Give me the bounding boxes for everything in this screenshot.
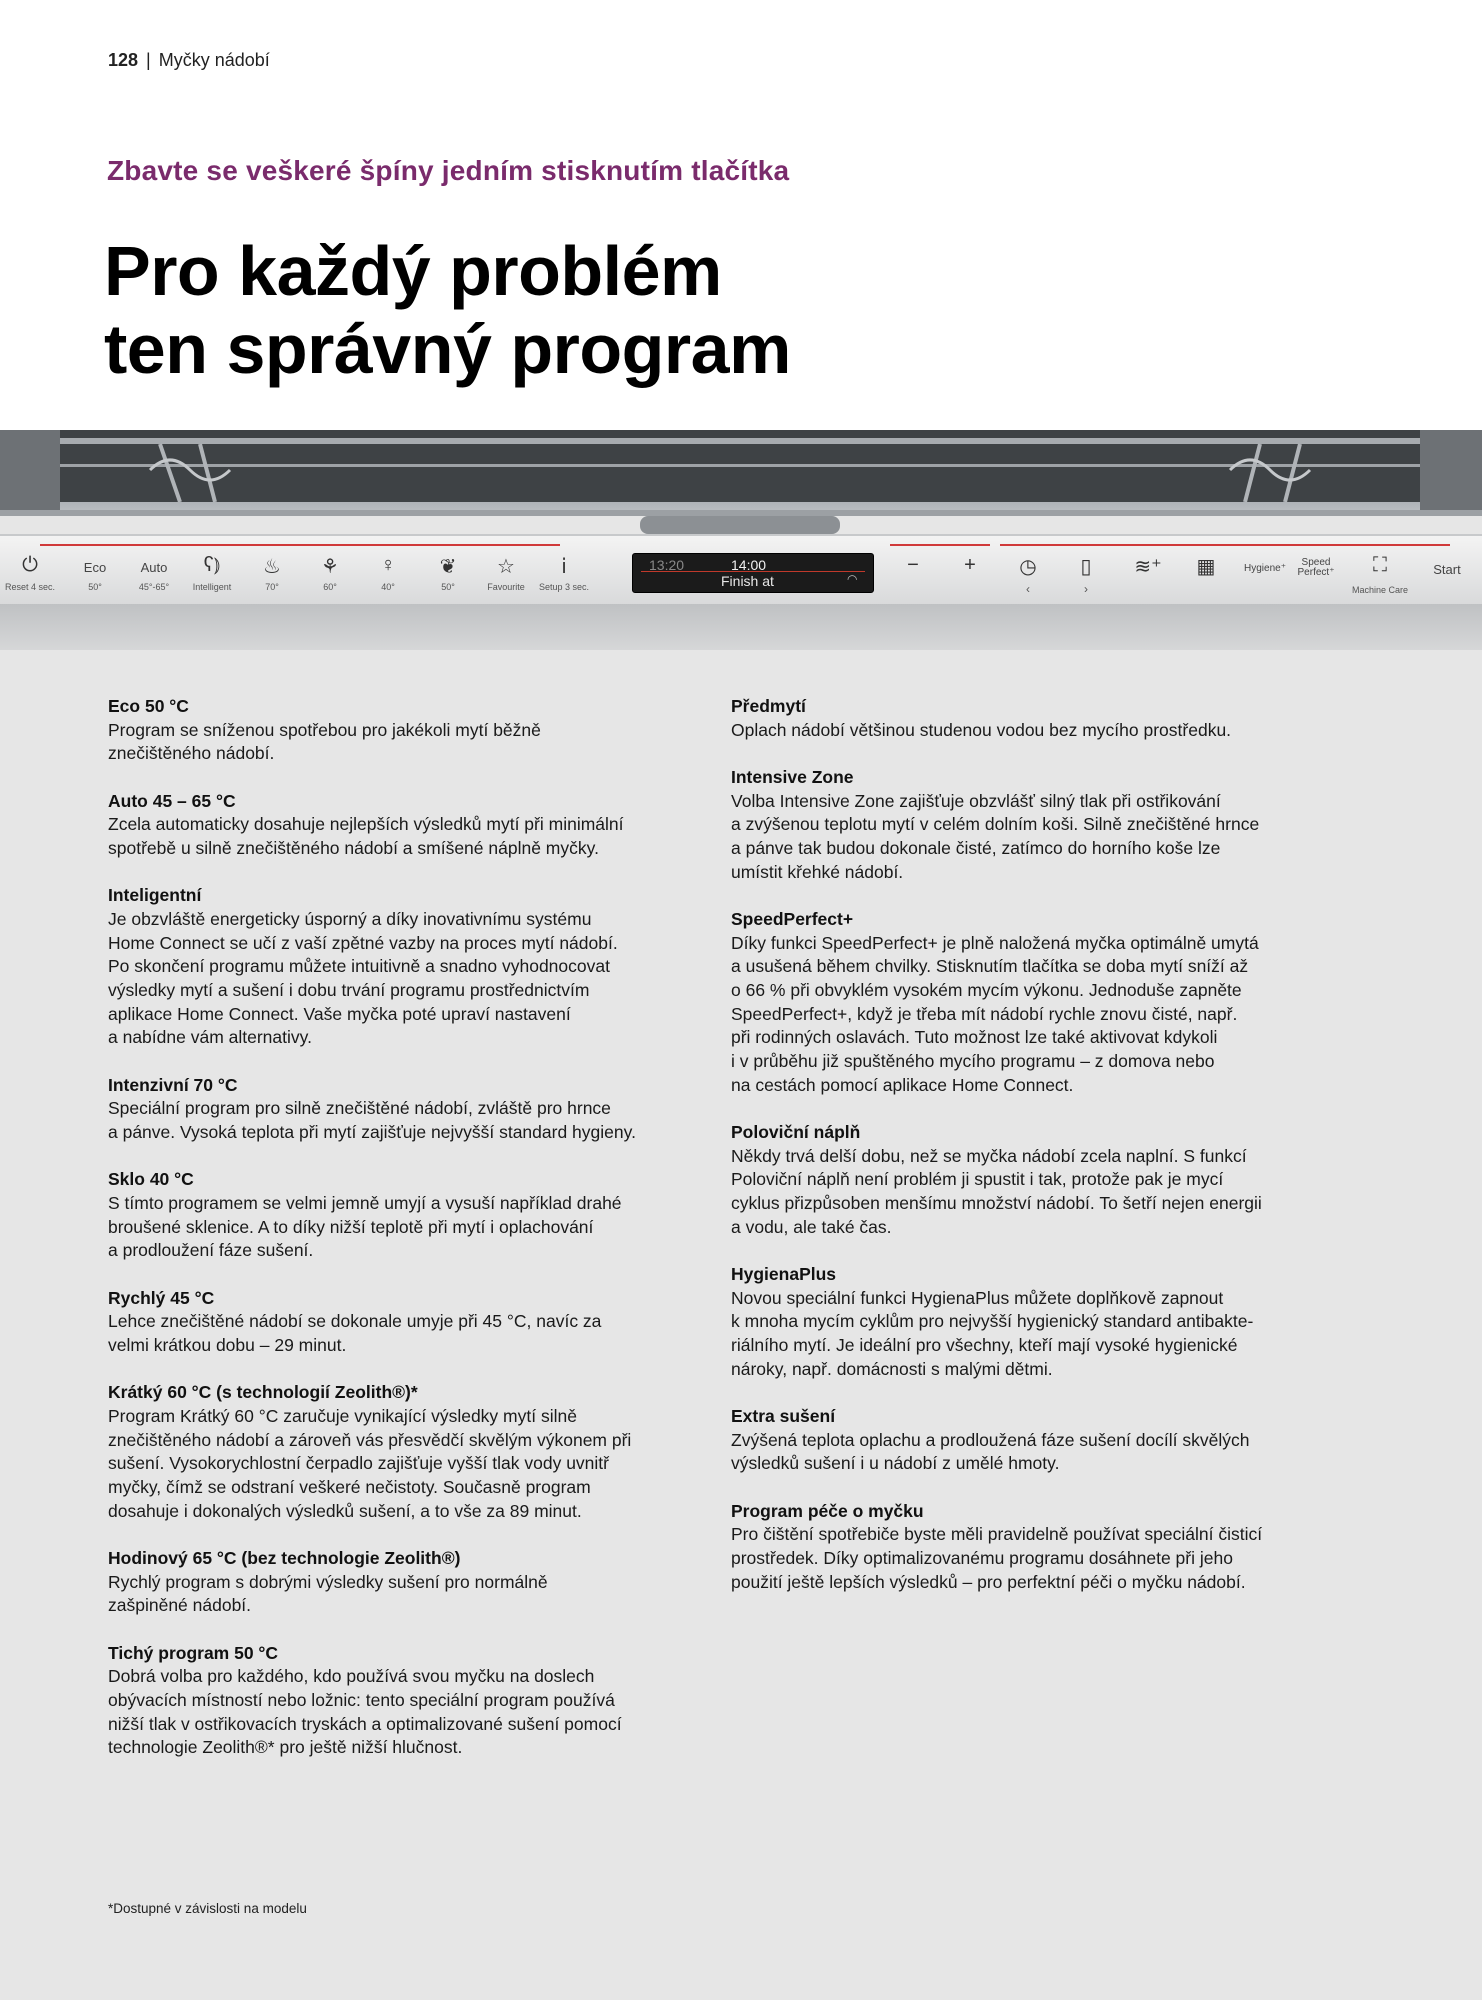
programs-left-column (108, 695, 708, 1784)
section-name: Myčky nádobí (158, 50, 270, 70)
program-title: Hodinový 65 °C (bez technologie Zeolith®) (108, 1547, 461, 1568)
glass-temp: 40° (381, 582, 395, 592)
program-title: Sklo 40 °C (108, 1169, 194, 1190)
option-title: Poloviční náplň (731, 1122, 861, 1143)
program-entry (108, 1168, 708, 1263)
hygiene-button-label[interactable]: Hygiene⁺ (1244, 563, 1286, 574)
title-line-1: Pro každý problém (104, 232, 722, 310)
remote-start-icon[interactable]: ▯ (1080, 556, 1092, 578)
display-time-left: 13:20 (649, 557, 685, 573)
page-title (104, 232, 791, 388)
glass-icon[interactable]: ♀ (380, 554, 396, 576)
program-entry (108, 1381, 708, 1523)
program-entry (108, 1642, 708, 1761)
program-description: Rychlý program s dobrými výsledky sušení pro normálně zašpiněné nádobí. (108, 1571, 548, 1616)
star-icon[interactable]: ☆ (497, 556, 515, 578)
option-description: Díky funkci SpeedPerfect+ je plně naložená myčka optimálně umytá a usušená během chvilky. Stisknutím tlačítka se doba mytí sníží až o 66 % při obvyklém vysokém mycím výkonu. Jednoduše zapněte SpeedPerfect+, když je třeba mít nádobí rychle znovu čisté, např. při rodinných oslavách. Tuto možnost lze také aktivovat kdykoli i v průběhu již spuštěného mycího programu – z domova nebo na cestách pomocí aplikace Home Connect. (731, 932, 1259, 1095)
program-entry (108, 1074, 708, 1145)
program-description: Zcela automaticky dosahuje nejlepších výsledků mytí při minimální spotřebě u silně znečištěného nádobí a smíšené náplně myčky. (108, 814, 624, 859)
program-description: Program se sníženou spotřebou pro jakékoli mytí běžně znečištěného nádobí. (108, 719, 541, 764)
dishwasher-illustration (0, 430, 1482, 650)
setup-sub-label: Setup 3 sec. (538, 582, 590, 592)
program-entry (108, 790, 708, 861)
option-description: Pro čištění spotřebiče byste měli pravidelně používat speciální čisticí prostředek. Díky optimalizovanému programu dosáhnete při jeho použití ještě lepších výsledků – pro perfektní péči o myčku nádobí. (731, 1524, 1263, 1592)
option-entry (731, 766, 1331, 885)
pot-icon[interactable]: ♨ (263, 556, 281, 578)
title-line-2: ten správný program (104, 310, 791, 388)
minus-icon[interactable]: − (907, 554, 919, 576)
option-title: Program péče o myčku (731, 1500, 924, 1521)
auto-temp: 45°-65° (138, 582, 170, 592)
eco-temp: 50° (88, 582, 102, 592)
program-description: Speciální program pro silně znečištěné nádobí, zvláště pro hrnce a pánve. Vysoká teplota při mytí zajišťuje nejvyšší standard hygieny. (108, 1098, 636, 1143)
program-title: Inteligentní (108, 885, 202, 906)
power-icon[interactable]: ⏻ (22, 554, 38, 576)
quick-temp: 50° (441, 582, 455, 592)
page-header (108, 50, 270, 71)
plus-icon[interactable]: + (964, 554, 976, 576)
page-number: 128 (108, 50, 139, 70)
option-entry (731, 695, 1331, 742)
control-display (632, 553, 874, 593)
program-title: Tichý program 50 °C (108, 1642, 279, 1663)
display-time-right: 14:00 (731, 557, 767, 573)
program-entry (108, 695, 708, 766)
option-description: Novou speciální funkci HygienaPlus můžete doplňkově zapnout k mnoha mycím cyklům pro nejvyšší hygienický standard antibakte- riálního mytí. Je ideální pro všechny, kteří mají vysoké hygienické nároky, např. domácnosti s malými dětmi. (731, 1287, 1254, 1379)
remote-next-arrow: › (1084, 582, 1088, 596)
option-description: Oplach nádobí většinou studenou vodou bez mycího prostředku. (731, 719, 1232, 740)
option-description: Někdy trvá delší dobu, než se myčka nádobí zcela naplní. S funkcí Poloviční náplň není problém ji spustit i tak, protože pak je mycí cyklus přizpůsoben menšímu množství nádobí. To šetří nejen energii a vodu, ale také čas. (731, 1145, 1262, 1237)
option-entry (731, 1263, 1331, 1382)
reset-sub-label: Reset 4 sec. (4, 582, 56, 592)
option-entry (731, 1500, 1331, 1595)
program-description: Lehce znečištěné nádobí se dokonale umyje při 45 °C, navíc za velmi krátkou dobu – 29 minut. (108, 1311, 602, 1355)
option-entry (731, 1121, 1331, 1240)
option-title: Předmytí (731, 696, 806, 716)
program-title: Auto 45 – 65 °C (108, 790, 236, 811)
program-entry (108, 1547, 708, 1618)
info-icon[interactable]: ⅰ (561, 556, 567, 578)
machine-care-sub-label: Machine Care (1351, 585, 1409, 595)
speed-perfect-button-label[interactable]: Speed Perfect⁺ (1297, 557, 1335, 578)
start-button-label[interactable]: Start (1433, 562, 1461, 577)
program-description: S tímto programem se velmi jemně umyjí a vysuší například drahé broušené sklenice. A to díky nižší teplotě při mytí i oplachování a prodloužení fáze sušení. (108, 1192, 622, 1261)
eco-button-label[interactable]: Eco (83, 560, 107, 575)
display-status: Finish at (721, 573, 774, 589)
option-title: Intensive Zone (731, 766, 854, 787)
option-description: Volba Intensive Zone zajišťuje obzvlášť silný tlak při ostřikování a zvýšenou teplotu mytí v celém dolním koši. Silně znečištěné hrnce a pánve tak budou dokonale čisté, zatímco do horního koše lze umístit křehké nádobí. (731, 790, 1260, 882)
half-load-icon[interactable]: ▦ (1196, 556, 1216, 578)
program-title: Eco 50 °C (108, 696, 189, 716)
clock-prev-arrow: ‹ (1026, 582, 1030, 596)
extra-dry-icon[interactable]: ≋⁺ (1134, 556, 1162, 578)
subtitle: Zbavte se veškeré špíny jedním stisknutím tlačítka (107, 155, 790, 186)
program-title: Krátký 60 °C (s technologií Zeolith®)* (108, 1382, 418, 1403)
footnote: *Dostupné v závislosti na modelu (108, 1901, 307, 1916)
option-title: HygienaPlus (731, 1264, 837, 1285)
intelligent-icon[interactable]: ʕ⦆ (203, 554, 221, 576)
option-title: Extra sušení (731, 1406, 836, 1427)
programs-right-column (731, 695, 1331, 1618)
program-description: Dobrá volba pro každého, kdo používá svou myčku na doslech obývacích místností nebo ložnic: tento speciální program používá nižší tlak v ostřikovacích tryskách a optimalizované sušení pomocí technologie Zeolith®* pro ještě nižší hlučnost. (108, 1666, 622, 1758)
wifi-icon: ◠ (847, 572, 858, 586)
option-title: SpeedPerfect+ (731, 908, 854, 929)
dishwasher-photo (0, 430, 1482, 650)
clock-icon[interactable]: ◷ (1019, 556, 1037, 578)
program-entry (108, 1287, 708, 1358)
header-separator: | (146, 50, 151, 70)
program-description: Je obzvláště energeticky úsporný a díky inovativnímu systému Home Connect se učí z vaší zpětné vazby na proces mytí nádobí. Po skončení programu můžete intuitivně a snadno vyhodnocovat výsledky mytí a sušení i dobu trvání programu prostřednictvím aplikace Home Connect. Vaše myčka poté upraví nastavení a nabídne vám alternativy. (108, 908, 618, 1048)
option-entry (731, 908, 1331, 1098)
auto-button-label[interactable]: Auto (140, 560, 168, 575)
quick-icon[interactable]: ❦ (439, 556, 457, 578)
option-description: Zvýšená teplota oplachu a prodloužená fáze sušení docílí skvělých výsledků sušení i u nádobí z umělé hmoty. (731, 1429, 1250, 1474)
program-title: Intenzivní 70 °C (108, 1074, 238, 1095)
program-entry (108, 884, 708, 1050)
short-temp: 60° (323, 582, 337, 592)
machine-care-icon[interactable]: ⛶ (1373, 554, 1387, 576)
program-description: Program Krátký 60 °C zaručuje vynikající výsledky mytí silně znečištěného nádobí a zároveň vás přesvědčí skvělým výkonem při sušení. Vysokorychlostní čerpadlo zajišťuje vyšší tlak vody uvnitř myčky, čímž se odstraní veškeré nečistoty. Současně program dosahuje i dokonalých výsledků sušení, a to vše za 89 minut. (108, 1405, 632, 1521)
program-title: Rychlý 45 °C (108, 1287, 215, 1308)
favourite-sub-label: Favourite (487, 582, 525, 592)
intensive-temp: 70° (265, 582, 279, 592)
cups-icon[interactable]: ⚘ (321, 556, 339, 578)
intelligent-sub-label: Intelligent (192, 582, 232, 592)
option-entry (731, 1405, 1331, 1476)
